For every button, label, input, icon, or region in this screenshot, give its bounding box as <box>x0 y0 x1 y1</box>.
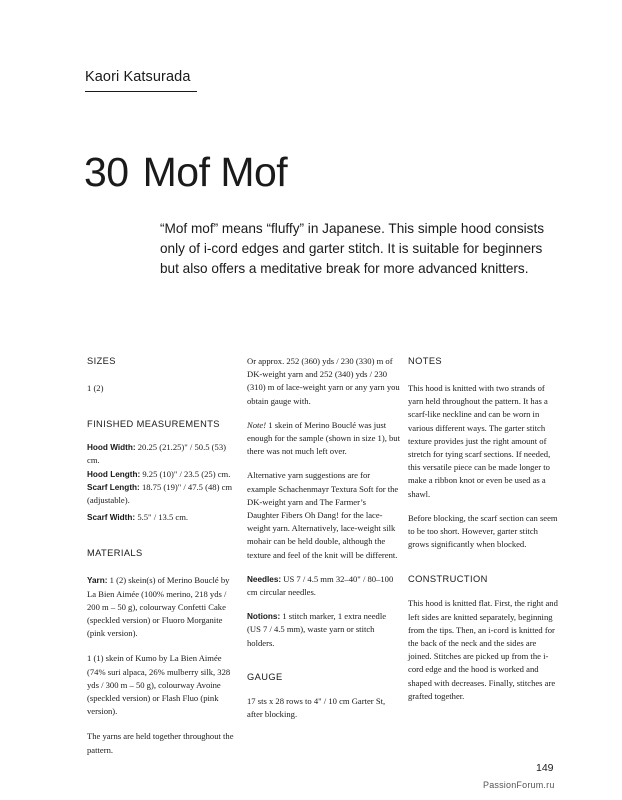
watermark: PassionForum.ru <box>483 780 555 790</box>
materials-notions: Notions: 1 stitch marker, 1 extra needle (US 7 / 4.5 mm), waste yarn or stitch holders. <box>247 611 387 648</box>
materials-alt-amount: Or approx. 252 (360) yds / 230 (330) m of DK-weight yarn and 252 (340) yds / 230 (310) m of lace-weight yarn or any yarn you obtain gauge with. <box>247 356 400 406</box>
column-left <box>87 355 239 757</box>
construction-text: This hood is knitted flat. First, the right and left sides are knitted separately, beginning from the tips. Then, an i-cord is knitted for the back of the neck and the sides are joined. Stitches are picked up from the i-cord edge and the hood is worked and shaped with decreases. Finally, stitches are grafted together. <box>408 598 558 701</box>
sizes-heading: SIZES <box>87 356 116 366</box>
measurement-scarf-width: Scarf Width: 5.5" / 13.5 cm. <box>87 512 189 523</box>
materials-needles: Needles: US 7 / 4.5 mm 32–40" / 80–100 cm circular needles. <box>247 573 394 598</box>
pattern-name: Mof Mof <box>142 149 288 195</box>
materials-held-together: The yarns are held together throughout the pattern. <box>87 731 234 755</box>
column-right <box>408 355 560 703</box>
finished-measurements-heading: FINISHED MEASUREMENTS <box>87 419 220 430</box>
measurement-scarf-length: Scarf Length: 18.75 (19)" / 47.5 (48) cm (adjustable). <box>87 481 233 506</box>
materials-alternatives: Alternative yarn suggestions are for example Schachenmayr Textura Soft for the DK-weight yarn and The Farmer’s Daughter Fibers Oh Dang! for the lace-weight yarn. Alternatively, lace-weight silk mohair can be held double, although the texture and feel of the knit will be different. <box>247 470 399 560</box>
author-underline <box>85 91 197 92</box>
materials-yarn-2: 1 (1) skein of Kumo by La Bien Aimée (74% suri alpaca, 26% mulberry silk, 328 yds / 300 m – 50 g), colourway Avoine (speckled version) or Flash Fluo (pink version). <box>87 653 231 717</box>
notes-paragraph-2: Before blocking, the scarf section can seem to be too short. However, garter stitch grows significantly when blocked. <box>408 512 558 550</box>
construction-heading: CONSTRUCTION <box>408 574 488 585</box>
materials-heading: MATERIALS <box>87 548 143 559</box>
measurement-hood-length: Hood Length: 9.25 (10)" / 23.5 (25) cm. <box>87 468 231 479</box>
measurement-hood-width: Hood Width: 20.25 (21.25)" / 50.5 (53) cm. <box>87 442 226 466</box>
sizes-value: 1 (2) <box>87 383 104 393</box>
gauge-heading: GAUGE <box>247 671 283 682</box>
author-name: Kaori Katsurada <box>85 69 191 85</box>
column-middle <box>247 355 400 721</box>
pattern-number: 30 <box>84 149 129 195</box>
materials-note: Note! 1 skein of Merino Bouclé was just enough for the sample (shown in size 1), but there was not much left over. <box>247 419 400 457</box>
materials-yarn-1: Yarn: 1 (2) skein(s) of Merino Bouclé by La Bien Aimée (100% merino, 218 yds / 200 m – 50 g), colourway Confetti Cake (speckled version) or Fluoro Morganite (pink version). <box>87 575 230 639</box>
page-title <box>84 148 287 196</box>
intro-paragraph: “Mof mof” means “fluffy” in Japanese. This simple hood consists only of i-cord edges and garter stitch. It is suitable for beginners but also offers a meditative break for more advanced knitters. <box>160 221 545 276</box>
notes-heading: NOTES <box>408 356 443 366</box>
page-number: 149 <box>536 762 554 774</box>
notes-paragraph-1: This hood is knitted with two strands of yarn held throughout the pattern. It has a scarf-like neckline and can be worn in various different ways. The garter stitch texture provides just the right amount of stretch for tying scarf sections. If needed, this versatile piece can be made longer to make a ribbon knot or even be used as a shawl. <box>408 383 551 499</box>
gauge-value: 17 sts x 28 rows to 4" / 10 cm Garter St, after blocking. <box>247 695 386 720</box>
